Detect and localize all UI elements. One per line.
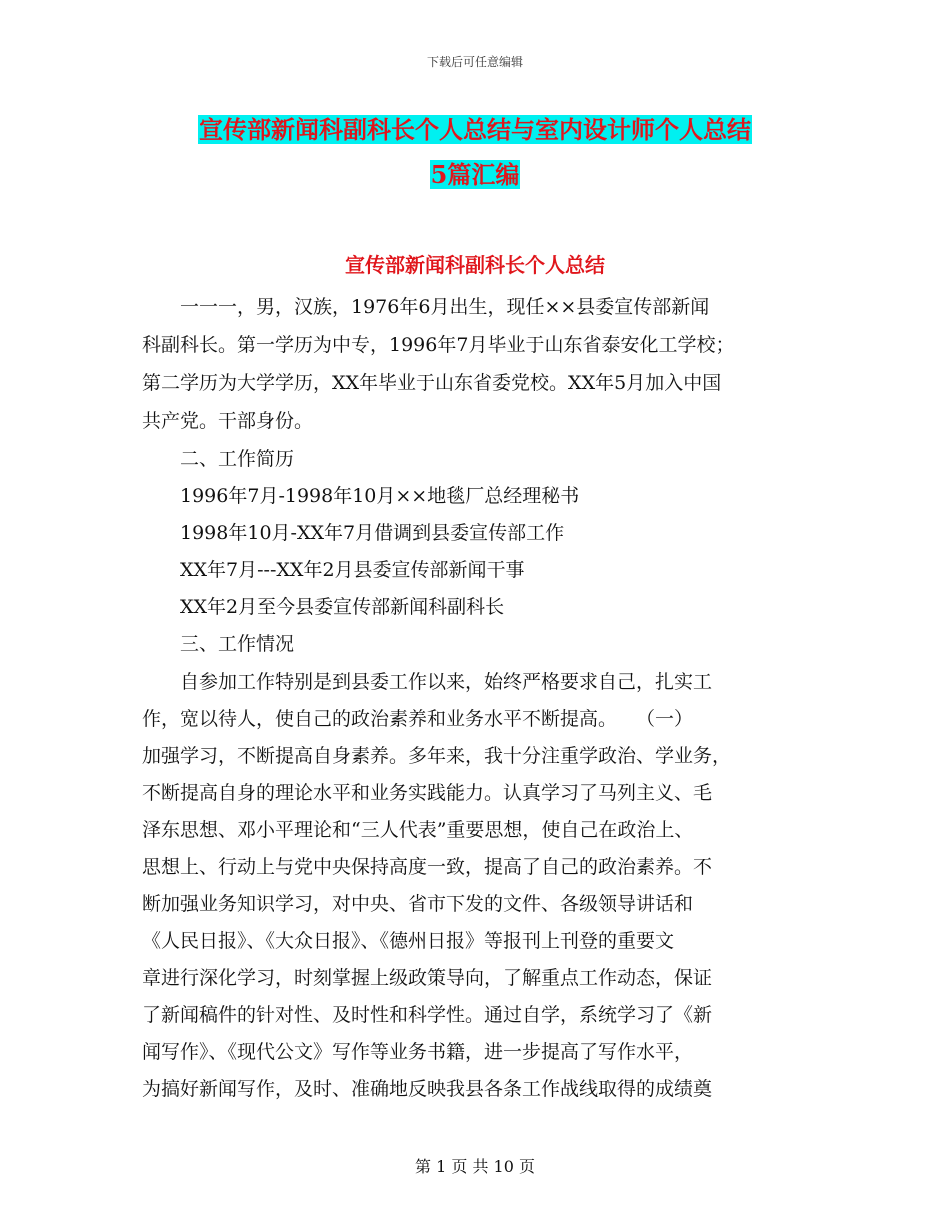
- body-line: 1998年10月-XX年7月借调到县委宣传部工作: [142, 522, 565, 544]
- body-line: 章进行深化学习，时刻掌握上级政策导向，了解重点工作动态，保证: [142, 967, 713, 989]
- body-line: 二、工作简历: [142, 448, 295, 470]
- body-line: 了新闻稿件的针对性、及时性和科学性。通过自学，系统学习了《新: [142, 1004, 713, 1026]
- body-line: 闻写作》、《现代公文》写作等业务书籍，进一步提高了写作水平，: [142, 1041, 694, 1063]
- section-title: 宣传部新闻科副科长个人总结: [345, 253, 605, 277]
- title-highlight: 宣传部新闻科副科长个人总结与室内设计师个人总结: [199, 115, 751, 144]
- body-line: 作，宽以待人，使自己的政治素养和业务水平不断提高。 （一）: [142, 708, 694, 730]
- body-line: 三、工作情况: [142, 633, 295, 655]
- body-line: 科副科长。第一学历为中专，1996年7月毕业于山东省泰安化工学校；: [142, 334, 735, 356]
- body-line: 自参加工作特别是到县委工作以来，始终严格要求自己，扎实工: [142, 671, 713, 693]
- body-line: 加强学习，不断提高自身素养。多年来，我十分注重学政治、学业务，: [142, 745, 732, 767]
- body-line: 1996年7月-1998年10月××地毯厂总经理秘书: [142, 485, 580, 507]
- header-note: 下载后可任意编辑: [426, 55, 523, 69]
- body-line: XX年2月至今县委宣传部新闻科副科长: [142, 596, 505, 618]
- document-title-line-1: [0, 112, 950, 148]
- body-line: 第二学历为大学学历，XX年毕业于山东省委党校。XX年5月加入中国: [142, 372, 722, 394]
- title-highlight: 5篇汇编: [430, 160, 520, 189]
- body-line: XX年7月---XX年2月县委宣传部新闻干事: [142, 559, 525, 581]
- document-title-line-2: [0, 157, 950, 193]
- body-line: 断加强业务知识学习，对中央、省市下发的文件、各级领导讲话和: [142, 893, 694, 915]
- body-line: 不断提高自身的理论水平和业务实践能力。认真学习了马列主义、毛: [142, 782, 713, 804]
- body-line: 《人民日报》、《大众日报》、《德州日报》等报刊上刊登的重要文: [142, 930, 675, 952]
- body-line: 泽东思想、邓小平理论和“三人代表”重要思想，使自己在政治上、: [142, 819, 694, 841]
- body-line: 共产党。干部身份。: [142, 410, 314, 432]
- body-line: 为搞好新闻写作，及时、准确地反映我县各条工作战线取得的成绩奠: [142, 1078, 713, 1100]
- page-number: 第 1 页 共 10 页: [415, 1157, 535, 1176]
- body-line: 思想上、行动上与党中央保持高度一致，提高了自己的政治素养。不: [142, 856, 713, 878]
- body-line: 一一一，男，汉族，1976年6月出生，现任××县委宣传部新闻: [142, 296, 710, 318]
